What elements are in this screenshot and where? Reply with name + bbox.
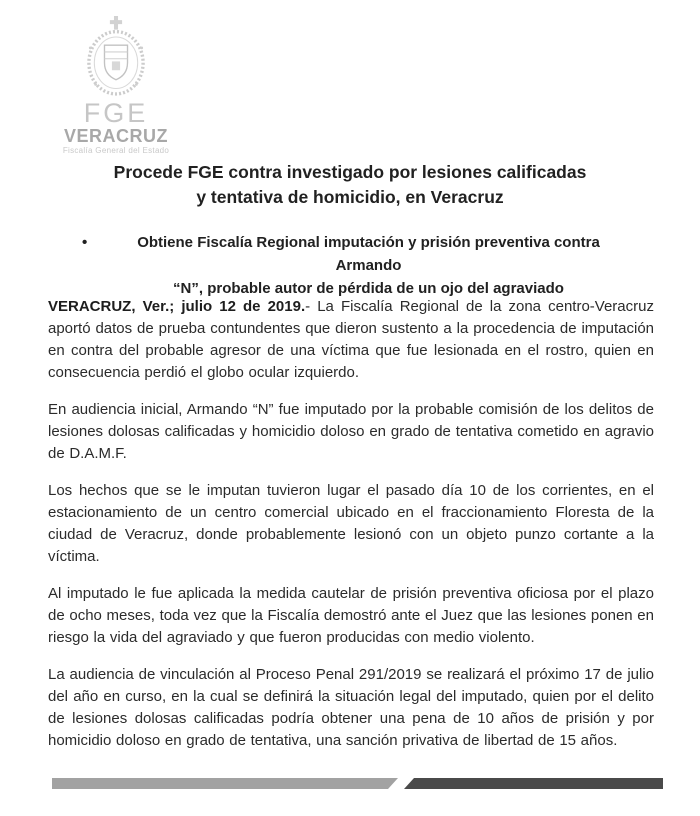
paragraph-3: Los hechos que se le imputan tuvieron lugar el pasado día 10 de los corrientes, en el estacionamiento de un centro comercial ubicado en el fraccionamiento Floresta de la ciudad de Veracruz, donde probablemente lesionó con un objeto punzo cortante a la víctima.	[48, 482, 654, 565]
document-body	[48, 296, 654, 767]
footer-bar-right	[404, 778, 663, 789]
paragraph-dateline	[48, 296, 654, 384]
paragraph-5: La audiencia de vinculación al Proceso Penal 291/2019 se realizará el próximo 17 de julio del año en curso, en la cual se definirá la situación legal del imputado, quien por el delito de lesiones dolosas calificadas podría obtener una pena de 10 años de prisión y por homicidio doloso en grado de tentativa, una sanción privativa de libertad de 15 años.	[48, 666, 654, 749]
summary-bullet-item	[82, 231, 632, 300]
paragraph-1-text: - La Fiscalía Regional de la zona centro-Veracruz aportó datos de prueba contundentes que dieron sustento a la procedencia de imputación en contra del probable agresor de una víctima que fue lesionada en el rostro, quien en consecuencia perdió el globo ocular izquierdo.	[48, 298, 654, 381]
title-line-2: y tentativa de homicidio, en Veracruz	[196, 187, 504, 207]
bullet-line-1: Obtiene Fiscalía Regional imputación y prisión preventiva contra Armando	[137, 234, 600, 274]
veracruz-coat-of-arms-icon	[82, 14, 150, 98]
bullet-marker: •	[82, 234, 88, 251]
logo-name: VERACRUZ	[63, 126, 168, 146]
footer-bar-left	[52, 778, 398, 789]
paragraph-2: En audiencia inicial, Armando “N” fue imputado por la probable comisión de los delitos de lesiones dolosas calificadas y homicidio doloso en grado de tentativa cometido en agravio de D.A.M.F.	[48, 401, 654, 462]
footer-divider	[0, 778, 700, 790]
logo-tagline: Fiscalía General del Estado	[62, 146, 170, 155]
title-line-1: Procede FGE contra investigado por lesiones calificadas	[113, 162, 587, 182]
logo-acronym: FGE	[83, 98, 149, 128]
bullet-line-2: “N”, probable autor de pérdida de un ojo del agraviado	[173, 280, 564, 297]
document-title	[0, 160, 700, 210]
fge-veracruz-logo	[57, 14, 175, 156]
paragraph-4: Al imputado le fue aplicada la medida cautelar de prisión preventiva oficiosa por el plazo de ocho meses, toda vez que la Fiscalía demostró ante el Juez que las lesiones ponen en riesgo la vida del agraviado y que fueron producidas con medio violento.	[48, 585, 654, 646]
dateline-lead: VERACRUZ, Ver.; julio 12 de 2019.	[48, 298, 306, 315]
